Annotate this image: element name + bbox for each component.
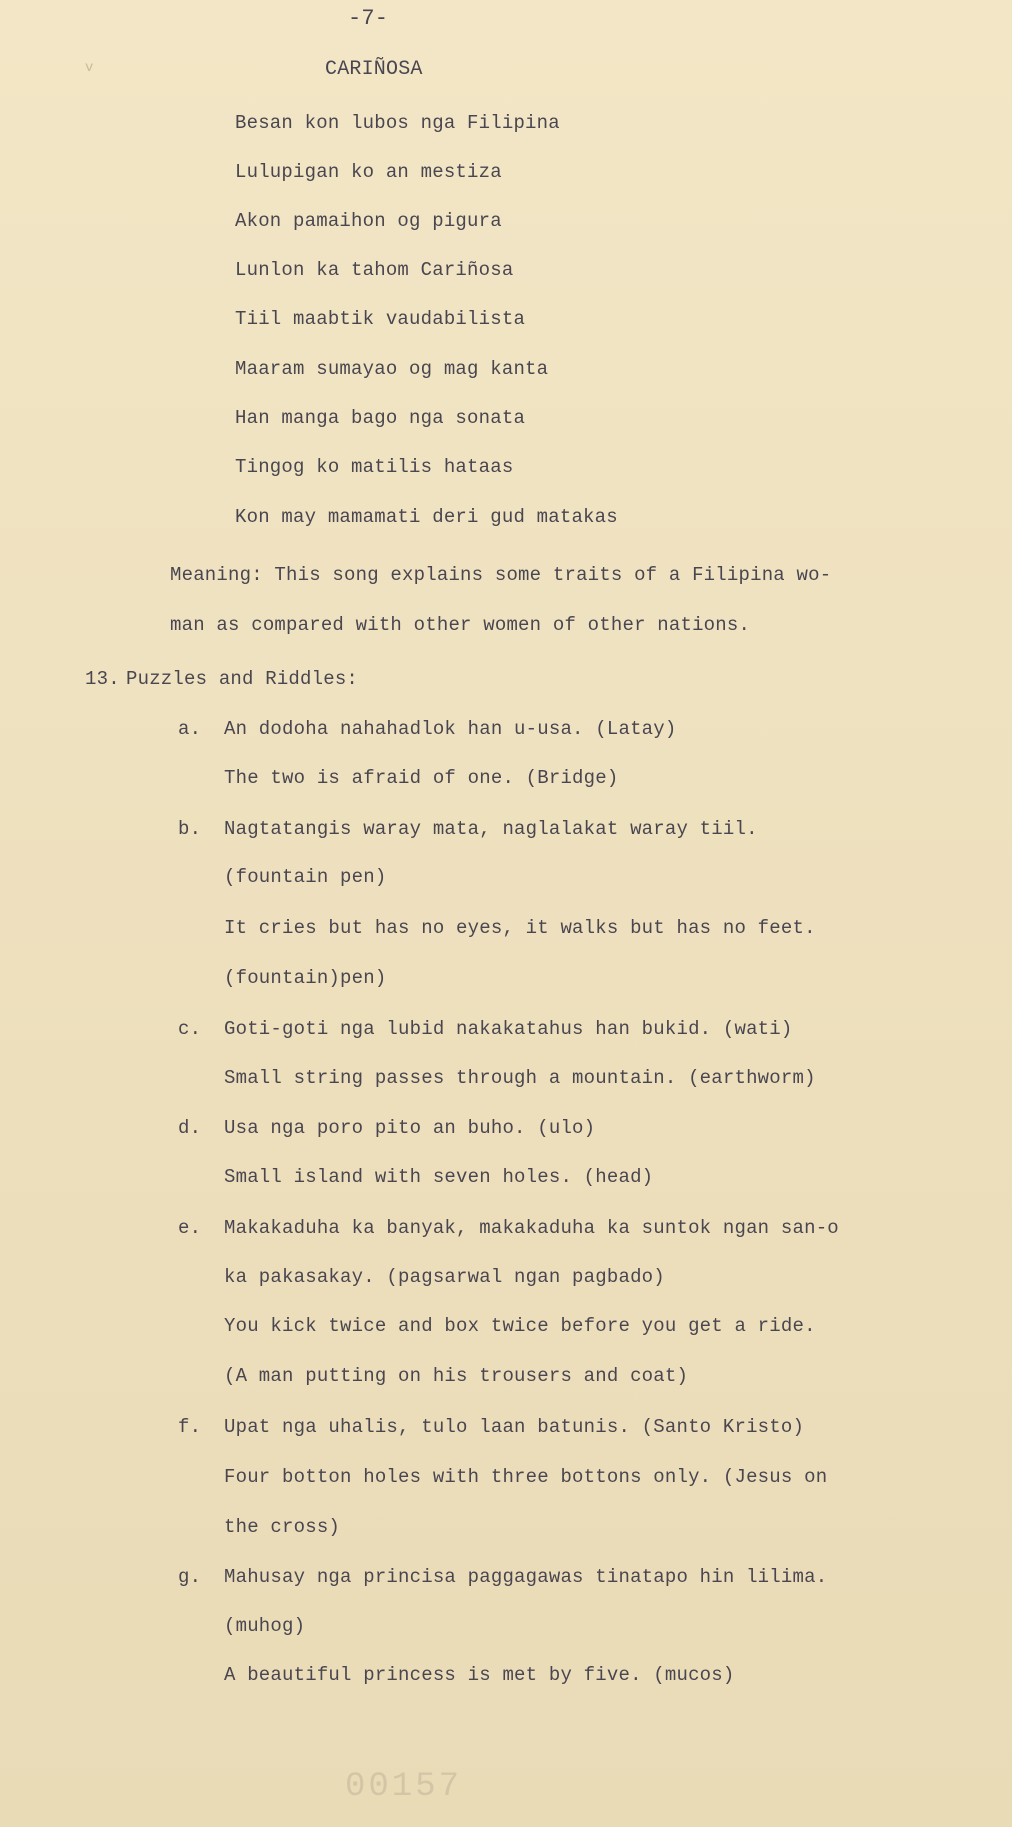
poem-line: Akon pamaihon og pigura <box>235 210 502 232</box>
poem-line: Lunlon ka tahom Cariñosa <box>235 259 514 281</box>
riddle-label: f. <box>178 1416 202 1438</box>
riddle-line: Small island with seven holes. (head) <box>224 1166 654 1188</box>
riddle-line: (fountain)pen) <box>224 967 387 989</box>
riddle-line: Goti-goti nga lubid nakakatahus han bukid. (wati) <box>224 1018 793 1040</box>
riddle-line: Usa nga poro pito an buho. (ulo) <box>224 1117 596 1139</box>
riddle-line: Mahusay nga princisa paggagawas tinatapo hin lilima. <box>224 1566 828 1588</box>
riddle-label: a. <box>178 718 202 740</box>
poem-line: Han manga bago nga sonata <box>235 407 526 429</box>
riddle-line: Small string passes through a mountain. (earthworm) <box>224 1067 816 1089</box>
riddle-line: The two is afraid of one. (Bridge) <box>224 767 619 789</box>
riddle-label: b. <box>178 818 202 840</box>
riddle-line: Four botton holes with three bottons only. (Jesus on <box>224 1466 828 1488</box>
riddle-line: It cries but has no eyes, it walks but has no feet. <box>224 917 816 939</box>
riddle-label: e. <box>178 1217 202 1239</box>
poem-line: Maaram sumayao og mag kanta <box>235 358 549 380</box>
riddle-line: ka pakasakay. (pagsarwal ngan pagbado) <box>224 1266 665 1288</box>
riddle-line: Upat nga uhalis, tulo laan batunis. (Santo Kristo) <box>224 1416 805 1438</box>
page-number: -7- <box>348 6 389 31</box>
poem-line: Tingog ko matilis hataas <box>235 456 514 478</box>
riddle-label: c. <box>178 1018 202 1040</box>
riddle-line: A beautiful princess is met by five. (mucos) <box>224 1664 735 1686</box>
riddle-line: You kick twice and box twice before you get a ride. <box>224 1315 816 1337</box>
poem-line: Kon may mamamati deri gud matakas <box>235 506 618 528</box>
archive-stamp: 00157 <box>345 1768 463 1806</box>
section-number: 13. <box>85 668 120 690</box>
poem-line: Besan kon lubos nga Filipina <box>235 112 560 134</box>
meaning-line: man as compared with other women of other nations. <box>170 614 751 636</box>
poem-title: CARIÑOSA <box>325 58 423 81</box>
poem-line: Tiil maabtik vaudabilista <box>235 308 526 330</box>
riddle-line: the cross) <box>224 1516 341 1538</box>
riddle-label: d. <box>178 1117 202 1139</box>
riddle-line: (muhog) <box>224 1615 306 1637</box>
riddle-label: g. <box>178 1566 202 1588</box>
meaning-line: Meaning: This song explains some traits of a Filipina wo- <box>170 564 832 586</box>
riddle-line: (A man putting on his trousers and coat) <box>224 1365 689 1387</box>
margin-mark: v <box>85 60 94 76</box>
riddle-line: An dodoha nahahadlok han u-usa. (Latay) <box>224 718 677 740</box>
section-heading: Puzzles and Riddles: <box>126 668 359 690</box>
riddle-line: (fountain pen) <box>224 866 387 888</box>
riddle-line: Makakaduha ka banyak, makakaduha ka suntok ngan san-o <box>224 1217 839 1239</box>
riddle-line: Nagtatangis waray mata, naglalakat waray tiil. <box>224 818 758 840</box>
poem-line: Lulupigan ko an mestiza <box>235 161 502 183</box>
